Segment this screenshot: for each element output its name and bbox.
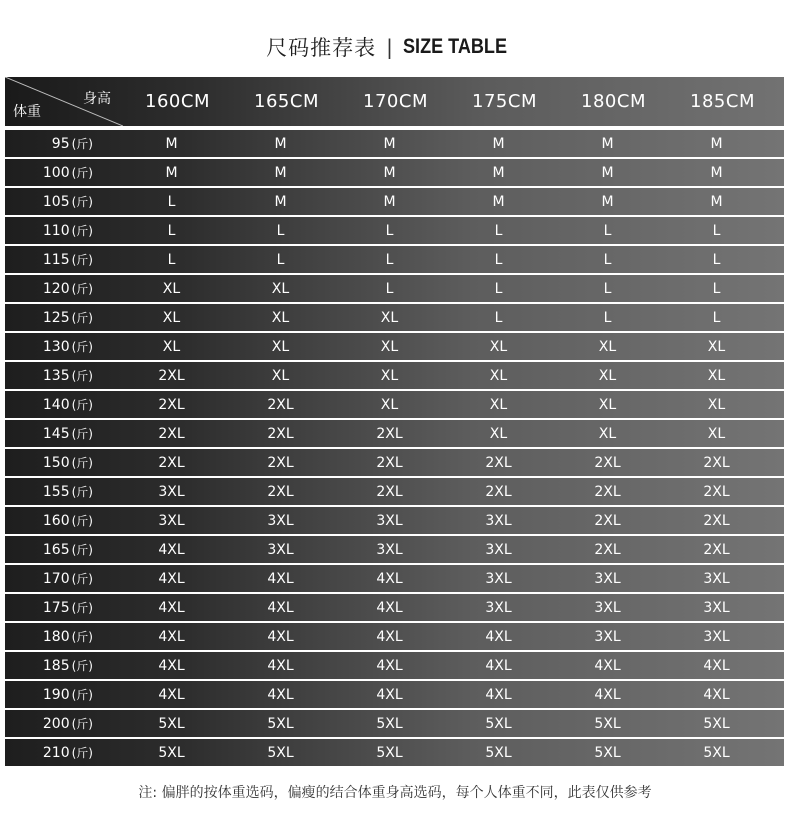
weight-unit: (斤) <box>71 398 93 412</box>
table-row <box>5 362 784 389</box>
weight-unit: (斤) <box>71 601 93 615</box>
size-cell: 3XL <box>703 628 730 645</box>
table-row <box>5 623 784 650</box>
size-cell: 4XL <box>267 570 294 587</box>
weight-unit: (斤) <box>71 514 93 528</box>
weight-value: 130 <box>42 338 70 355</box>
column-header: 180CM <box>581 91 646 112</box>
size-cell: 4XL <box>376 628 403 645</box>
size-cell: 3XL <box>376 512 403 529</box>
size-cell: L <box>276 251 285 268</box>
size-cell: M <box>165 164 178 181</box>
corner-header-cell <box>5 77 123 126</box>
size-cell: XL <box>598 425 617 442</box>
weight-value: 155 <box>42 483 70 500</box>
weight-value: 100 <box>42 164 70 181</box>
size-cell: 2XL <box>158 396 185 413</box>
table-row <box>5 275 784 302</box>
weight-value: 125 <box>42 309 70 326</box>
weight-unit: (斤) <box>71 195 93 209</box>
size-cell: 5XL <box>703 715 730 732</box>
weight-label <box>5 159 117 186</box>
size-cell: 5XL <box>485 744 512 761</box>
weight-value: 95 <box>51 135 70 152</box>
size-cell: 5XL <box>594 744 621 761</box>
weight-value: 110 <box>42 222 70 239</box>
size-cell: 4XL <box>376 599 403 616</box>
weight-label <box>5 536 117 563</box>
weight-label <box>5 275 117 302</box>
weight-unit: (斤) <box>71 282 93 296</box>
weight-unit: (斤) <box>71 659 93 673</box>
table-row <box>5 304 784 331</box>
size-cell: XL <box>380 367 399 384</box>
size-cell: L <box>494 222 503 239</box>
weight-unit: (斤) <box>71 456 93 470</box>
weight-value: 185 <box>42 657 70 674</box>
weight-label <box>5 333 117 360</box>
size-cell: XL <box>707 338 726 355</box>
size-cell: L <box>712 309 721 326</box>
size-cell: 2XL <box>267 396 294 413</box>
weight-unit: (斤) <box>71 572 93 586</box>
weight-unit: (斤) <box>71 166 93 180</box>
size-cell: L <box>385 222 394 239</box>
column-header: 175CM <box>472 91 537 112</box>
size-cell: XL <box>380 309 399 326</box>
size-cell: 2XL <box>703 454 730 471</box>
size-cell: 2XL <box>267 425 294 442</box>
weight-value: 160 <box>42 512 70 529</box>
size-cell: M <box>601 193 614 210</box>
size-cell: L <box>276 222 285 239</box>
size-cell: 3XL <box>594 628 621 645</box>
size-cell: M <box>601 164 614 181</box>
size-cell: 5XL <box>267 744 294 761</box>
size-cell: M <box>274 164 287 181</box>
weight-label <box>5 130 117 157</box>
weight-value: 165 <box>42 541 70 558</box>
size-cell: M <box>710 164 723 181</box>
size-cell: 2XL <box>376 425 403 442</box>
weight-label <box>5 710 117 737</box>
size-cell: 4XL <box>158 686 185 703</box>
weight-label <box>5 217 117 244</box>
size-cell: 2XL <box>376 483 403 500</box>
table-row <box>5 159 784 186</box>
table-row <box>5 710 784 737</box>
size-cell: 5XL <box>267 715 294 732</box>
weight-unit: (斤) <box>71 253 93 267</box>
size-cell: 3XL <box>594 599 621 616</box>
size-cell: M <box>383 135 396 152</box>
size-cell: M <box>492 164 505 181</box>
size-cell: XL <box>707 425 726 442</box>
weight-label <box>5 420 117 447</box>
weight-label <box>5 362 117 389</box>
weight-unit: (斤) <box>71 717 93 731</box>
size-cell: 4XL <box>267 599 294 616</box>
column-header: 165CM <box>254 91 319 112</box>
size-cell: XL <box>271 367 290 384</box>
table-row <box>5 681 784 708</box>
table-row <box>5 217 784 244</box>
weight-label <box>5 739 117 766</box>
weight-label <box>5 246 117 273</box>
weight-value: 150 <box>42 454 70 471</box>
table-row <box>5 536 784 563</box>
weight-label <box>5 478 117 505</box>
size-cell: L <box>712 222 721 239</box>
size-cell: 2XL <box>485 483 512 500</box>
size-cell: 4XL <box>703 657 730 674</box>
table-row <box>5 507 784 534</box>
size-cell: 3XL <box>158 512 185 529</box>
size-cell: XL <box>380 396 399 413</box>
size-cell: 2XL <box>158 367 185 384</box>
size-cell: 2XL <box>267 454 294 471</box>
weight-unit: (斤) <box>71 688 93 702</box>
size-cell: 3XL <box>267 512 294 529</box>
size-cell: XL <box>162 280 181 297</box>
size-cell: L <box>167 251 176 268</box>
size-cell: XL <box>598 396 617 413</box>
size-cell: 3XL <box>594 570 621 587</box>
table-row <box>5 565 784 592</box>
size-cell: 3XL <box>485 570 512 587</box>
size-cell: 3XL <box>376 541 403 558</box>
table-row <box>5 420 784 447</box>
size-cell: M <box>383 193 396 210</box>
table-row <box>5 130 784 157</box>
size-cell: XL <box>271 280 290 297</box>
weight-value: 120 <box>42 280 70 297</box>
size-cell: XL <box>598 367 617 384</box>
page-title <box>0 30 790 64</box>
size-cell: M <box>492 193 505 210</box>
size-cell: M <box>601 135 614 152</box>
size-cell: 5XL <box>376 715 403 732</box>
weight-unit: (斤) <box>71 340 93 354</box>
size-cell: L <box>494 309 503 326</box>
size-cell: 3XL <box>267 541 294 558</box>
size-cell: 4XL <box>485 628 512 645</box>
weight-unit: (斤) <box>71 137 93 151</box>
size-cell: 2XL <box>485 454 512 471</box>
table-row <box>5 188 784 215</box>
size-cell: M <box>492 135 505 152</box>
weight-unit: (斤) <box>71 746 93 760</box>
size-cell: 4XL <box>703 686 730 703</box>
size-cell: 3XL <box>485 541 512 558</box>
weight-label <box>5 391 117 418</box>
size-cell: 3XL <box>703 570 730 587</box>
size-cell: 4XL <box>267 628 294 645</box>
size-cell: 4XL <box>158 628 185 645</box>
size-cell: 4XL <box>485 657 512 674</box>
size-cell: XL <box>598 338 617 355</box>
size-cell: L <box>167 193 176 210</box>
weight-unit: (斤) <box>71 311 93 325</box>
size-cell: 3XL <box>485 599 512 616</box>
size-cell: 4XL <box>376 686 403 703</box>
weight-value: 180 <box>42 628 70 645</box>
size-cell: XL <box>162 338 181 355</box>
footnote: 注: 偏胖的按体重选码，偏瘦的结合体重身高选码，每个人体重不同，此表仅供参考 <box>138 785 652 801</box>
size-cell: 2XL <box>594 512 621 529</box>
size-cell: XL <box>380 338 399 355</box>
weight-unit: (斤) <box>71 543 93 557</box>
weight-value: 175 <box>42 599 70 616</box>
size-cell: 2XL <box>376 454 403 471</box>
size-cell: XL <box>707 396 726 413</box>
size-cell: M <box>165 135 178 152</box>
size-cell: XL <box>271 309 290 326</box>
table-row <box>5 739 784 766</box>
size-cell: 5XL <box>703 744 730 761</box>
size-cell: 2XL <box>158 454 185 471</box>
table-row <box>5 333 784 360</box>
column-header: 185CM <box>690 91 755 112</box>
column-header: 160CM <box>145 91 210 112</box>
size-cell: 5XL <box>376 744 403 761</box>
size-cell: 2XL <box>594 541 621 558</box>
weight-value: 135 <box>42 367 70 384</box>
size-cell: L <box>603 280 612 297</box>
weight-unit: (斤) <box>71 485 93 499</box>
weight-value: 140 <box>42 396 70 413</box>
size-cell: 4XL <box>267 657 294 674</box>
weight-unit: (斤) <box>71 630 93 644</box>
size-cell: 4XL <box>158 657 185 674</box>
size-cell: 5XL <box>158 715 185 732</box>
size-cell: 2XL <box>594 454 621 471</box>
weight-label <box>5 594 117 621</box>
title-separator: | <box>386 35 393 59</box>
size-cell: XL <box>489 338 508 355</box>
weight-unit: (斤) <box>71 224 93 238</box>
size-cell: 5XL <box>594 715 621 732</box>
table-row <box>5 594 784 621</box>
column-header: 170CM <box>363 91 428 112</box>
size-cell: 3XL <box>703 599 730 616</box>
size-cell: L <box>385 280 394 297</box>
title-english: SIZE TABLE <box>402 35 507 58</box>
size-cell: 4XL <box>158 599 185 616</box>
size-cell: 2XL <box>703 541 730 558</box>
weight-unit: (斤) <box>71 427 93 441</box>
size-cell: L <box>167 222 176 239</box>
size-cell: 4XL <box>376 657 403 674</box>
size-cell: 3XL <box>485 512 512 529</box>
size-cell: 2XL <box>158 425 185 442</box>
size-cell: XL <box>489 396 508 413</box>
size-cell: L <box>385 251 394 268</box>
weight-value: 145 <box>42 425 70 442</box>
weight-axis-label: 体重 <box>13 104 41 120</box>
title-chinese: 尺码推荐表 <box>266 36 377 60</box>
size-cell: 4XL <box>485 686 512 703</box>
size-cell: 2XL <box>703 512 730 529</box>
size-cell: M <box>274 193 287 210</box>
size-cell: L <box>494 280 503 297</box>
weight-label <box>5 623 117 650</box>
size-cell: XL <box>271 338 290 355</box>
size-cell: L <box>603 251 612 268</box>
size-cell: L <box>494 251 503 268</box>
size-cell: L <box>712 280 721 297</box>
size-cell: 5XL <box>485 715 512 732</box>
weight-label <box>5 304 117 331</box>
weight-label <box>5 652 117 679</box>
size-cell: 2XL <box>594 483 621 500</box>
table-header-row <box>5 77 784 126</box>
size-cell: XL <box>707 367 726 384</box>
weight-value: 105 <box>42 193 70 210</box>
size-cell: XL <box>489 425 508 442</box>
size-cell: XL <box>489 367 508 384</box>
weight-unit: (斤) <box>71 369 93 383</box>
table-row <box>5 246 784 273</box>
size-cell: L <box>712 251 721 268</box>
weight-label <box>5 681 117 708</box>
size-cell: 3XL <box>158 483 185 500</box>
size-cell: M <box>710 193 723 210</box>
weight-value: 115 <box>42 251 70 268</box>
table-row <box>5 449 784 476</box>
size-cell: 4XL <box>594 686 621 703</box>
weight-value: 200 <box>42 715 70 732</box>
weight-label <box>5 188 117 215</box>
weight-label <box>5 449 117 476</box>
size-cell: 4XL <box>594 657 621 674</box>
size-cell: XL <box>162 309 181 326</box>
size-cell: 4XL <box>158 541 185 558</box>
size-cell: L <box>603 222 612 239</box>
size-cell: 5XL <box>158 744 185 761</box>
size-cell: 2XL <box>267 483 294 500</box>
size-cell: M <box>383 164 396 181</box>
size-cell: M <box>710 135 723 152</box>
size-cell: 4XL <box>267 686 294 703</box>
table-row <box>5 391 784 418</box>
weight-label <box>5 565 117 592</box>
size-cell: L <box>603 309 612 326</box>
weight-value: 170 <box>42 570 70 587</box>
table-row <box>5 652 784 679</box>
size-cell: 2XL <box>703 483 730 500</box>
size-cell: M <box>274 135 287 152</box>
size-cell: 4XL <box>376 570 403 587</box>
size-table <box>5 77 784 768</box>
weight-value: 190 <box>42 686 70 703</box>
size-cell: 4XL <box>158 570 185 587</box>
table-row <box>5 478 784 505</box>
weight-label <box>5 507 117 534</box>
height-axis-label: 身高 <box>83 91 111 107</box>
weight-value: 210 <box>42 744 70 761</box>
